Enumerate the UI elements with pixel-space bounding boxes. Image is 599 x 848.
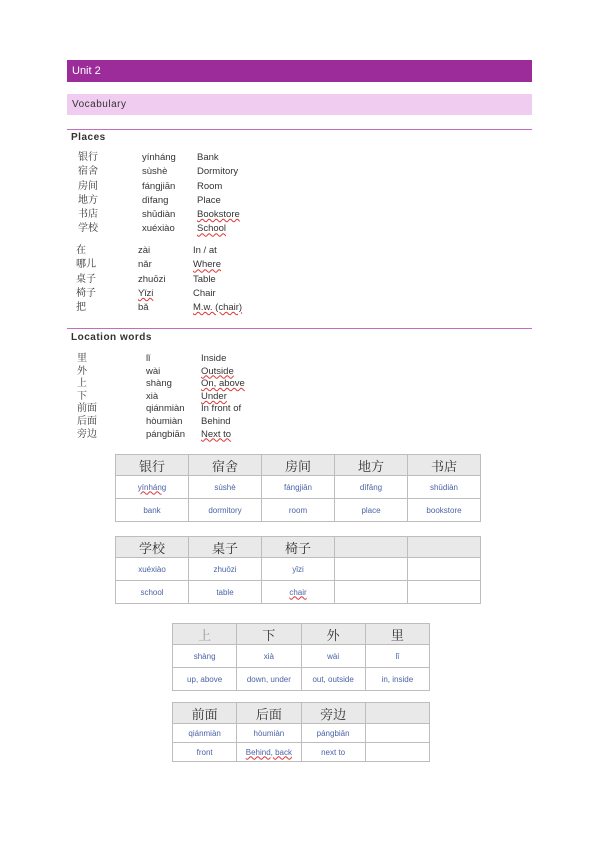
hanzi-cell: 下 — [237, 624, 301, 645]
empty-cell — [365, 703, 429, 724]
hanzi: 前面 — [77, 403, 97, 415]
vocab-table-places-2 — [115, 536, 481, 604]
hanzi-cell: 后面 — [237, 703, 301, 724]
vocab-row — [76, 258, 296, 272]
english-cell: place — [335, 499, 408, 522]
hanzi: 下 — [77, 390, 87, 402]
vocab-table-places-1 — [115, 454, 481, 522]
empty-cell — [335, 581, 408, 604]
english: Behind — [201, 415, 231, 427]
pinyin-cell: fángjiān — [262, 476, 335, 499]
pinyin: sùshè — [142, 166, 168, 178]
vocab-row — [77, 353, 297, 366]
vocab-row — [78, 165, 298, 179]
pinyin-cell: xuéxiào — [116, 558, 189, 581]
hanzi-row — [173, 703, 430, 724]
hanzi-cell: 前面 — [173, 703, 237, 724]
vocab-row — [76, 273, 296, 287]
empty-cell — [408, 581, 481, 604]
hanzi-cell: 房间 — [262, 455, 335, 476]
english-cell: bank — [116, 499, 189, 522]
english: M.w. (chair) — [193, 302, 243, 314]
hanzi: 把 — [76, 302, 86, 314]
hanzi: 外 — [77, 365, 87, 377]
pinyin: shūdiàn — [142, 209, 176, 221]
pinyin-cell: wài — [301, 645, 365, 668]
location-rule — [67, 328, 532, 329]
pinyin: xuéxiào — [142, 223, 175, 235]
hanzi: 在 — [76, 245, 86, 256]
vocab-row — [76, 287, 296, 301]
pinyin: pángbiān — [146, 428, 186, 440]
places-heading: Places — [71, 132, 106, 143]
english-cell: in, inside — [365, 668, 429, 691]
hanzi-cell: 外 — [301, 624, 365, 645]
pinyin: wài — [146, 365, 161, 377]
pinyin-row — [116, 476, 481, 499]
vocab-table-location-1 — [172, 623, 430, 691]
vocab-table-location-2 — [172, 702, 430, 762]
english-row — [116, 499, 481, 522]
pinyin-cell: xià — [237, 645, 301, 668]
english-cell: next to — [301, 743, 365, 762]
english: Place — [197, 194, 221, 206]
pinyin-cell: shàng — [173, 645, 237, 668]
hanzi-cell: 里 — [365, 624, 429, 645]
hanzi-cell: 上 — [173, 624, 237, 645]
english-cell: table — [189, 581, 262, 604]
hanzi-cell: 学校 — [116, 537, 189, 558]
vocabulary-header: Vocabulary — [67, 94, 532, 115]
pinyin-row — [116, 558, 481, 581]
pinyin: yínháng — [142, 152, 176, 163]
pinyin: shàng — [146, 378, 172, 390]
pinyin: bǎ — [138, 302, 149, 314]
empty-cell — [408, 537, 481, 558]
pinyin: hòumiàn — [146, 415, 183, 427]
hanzi: 椅子 — [76, 287, 96, 299]
english: In / at — [193, 245, 217, 256]
english-cell: bookstore — [408, 499, 481, 522]
hanzi-row — [116, 455, 481, 476]
hanzi: 桌子 — [76, 273, 96, 285]
english: Bank — [197, 152, 219, 163]
pinyin: zhuōzi — [138, 273, 166, 285]
hanzi: 上 — [77, 378, 87, 390]
english-text: Behind, back — [245, 747, 292, 757]
places-list-2 — [76, 244, 296, 315]
vocab-row — [78, 180, 298, 194]
pinyin-text: yínháng — [137, 482, 167, 492]
unit-header: Unit 2 — [67, 60, 532, 82]
pinyin-cell: lǐ — [365, 645, 429, 668]
english: Dormitory — [197, 166, 239, 178]
pinyin-cell: hòumiàn — [237, 724, 301, 743]
places-list-1 — [78, 151, 298, 237]
hanzi: 里 — [77, 353, 87, 364]
english: Room — [197, 180, 223, 192]
pinyin-cell: dìfāng — [335, 476, 408, 499]
hanzi-row — [173, 624, 430, 645]
english: Bookstore — [197, 209, 240, 221]
english-row — [173, 668, 430, 691]
vocab-row — [76, 244, 296, 258]
english: Under — [201, 390, 227, 402]
english: In front of — [201, 403, 242, 415]
pinyin: zài — [138, 245, 151, 256]
hanzi-cell: 地方 — [335, 455, 408, 476]
english: School — [197, 223, 227, 235]
english: Next to — [201, 428, 232, 440]
hanzi: 宿舍 — [78, 166, 98, 178]
english-row — [173, 743, 430, 762]
pinyin-cell: zhuōzi — [189, 558, 262, 581]
hanzi: 哪儿 — [76, 259, 96, 271]
english-cell: down, under — [237, 668, 301, 691]
vocab-row — [76, 301, 296, 315]
vocab-row — [77, 378, 297, 391]
pinyin: qiánmiàn — [146, 403, 185, 415]
vocab-row — [78, 222, 298, 236]
pinyin-row — [173, 724, 430, 743]
english: Chair — [193, 287, 216, 299]
pinyin-cell: yǐzi — [262, 558, 335, 581]
vocab-row — [77, 366, 297, 379]
hanzi-cell: 银行 — [116, 455, 189, 476]
empty-cell — [365, 743, 429, 762]
hanzi: 旁边 — [77, 428, 97, 440]
vocab-row — [77, 403, 297, 416]
hanzi: 银行 — [78, 152, 98, 163]
english-cell — [237, 743, 301, 762]
pinyin: Yǐzi — [138, 287, 154, 299]
english-text: chair — [289, 587, 307, 597]
english-cell: front — [173, 743, 237, 762]
english-cell — [262, 581, 335, 604]
vocab-row — [78, 194, 298, 208]
hanzi-cell: 旁边 — [301, 703, 365, 724]
vocab-row — [78, 151, 298, 165]
english: Table — [193, 273, 216, 285]
pinyin-cell: qiánmiàn — [173, 724, 237, 743]
vocab-row — [77, 429, 297, 442]
hanzi: 书店 — [78, 209, 98, 221]
vocab-row — [77, 391, 297, 404]
english-cell: school — [116, 581, 189, 604]
english-row — [116, 581, 481, 604]
english-cell: dormitory — [189, 499, 262, 522]
pinyin: lǐ — [146, 353, 151, 364]
english: Where — [193, 259, 221, 271]
empty-cell — [335, 558, 408, 581]
pinyin: dìfang — [142, 194, 169, 206]
pinyin: nǎr — [138, 259, 152, 271]
empty-cell — [365, 724, 429, 743]
location-list — [77, 353, 297, 441]
empty-cell — [335, 537, 408, 558]
hanzi-cell: 宿舍 — [189, 455, 262, 476]
pinyin-cell: shūdiàn — [408, 476, 481, 499]
hanzi: 房间 — [78, 180, 98, 192]
english: Outside — [201, 365, 234, 377]
hanzi: 地方 — [78, 194, 98, 206]
english-cell: out, outside — [301, 668, 365, 691]
pinyin-cell: sùshè — [189, 476, 262, 499]
english: Inside — [201, 353, 227, 364]
location-heading: Location words — [71, 332, 152, 343]
hanzi-cell: 书店 — [408, 455, 481, 476]
pinyin-row — [173, 645, 430, 668]
vocab-row — [78, 208, 298, 222]
hanzi-cell: 椅子 — [262, 537, 335, 558]
pinyin-cell: pángbiān — [301, 724, 365, 743]
hanzi-row — [116, 537, 481, 558]
empty-cell — [408, 558, 481, 581]
pinyin-cell — [116, 476, 189, 499]
hanzi: 后面 — [77, 415, 97, 427]
english-cell: room — [262, 499, 335, 522]
hanzi: 学校 — [78, 223, 98, 235]
places-rule — [67, 129, 532, 130]
hanzi-cell: 桌子 — [189, 537, 262, 558]
pinyin: fángjiān — [142, 180, 176, 192]
pinyin: xià — [146, 390, 159, 402]
english: On, above — [201, 378, 245, 390]
english-cell: up, above — [173, 668, 237, 691]
vocab-row — [77, 416, 297, 429]
